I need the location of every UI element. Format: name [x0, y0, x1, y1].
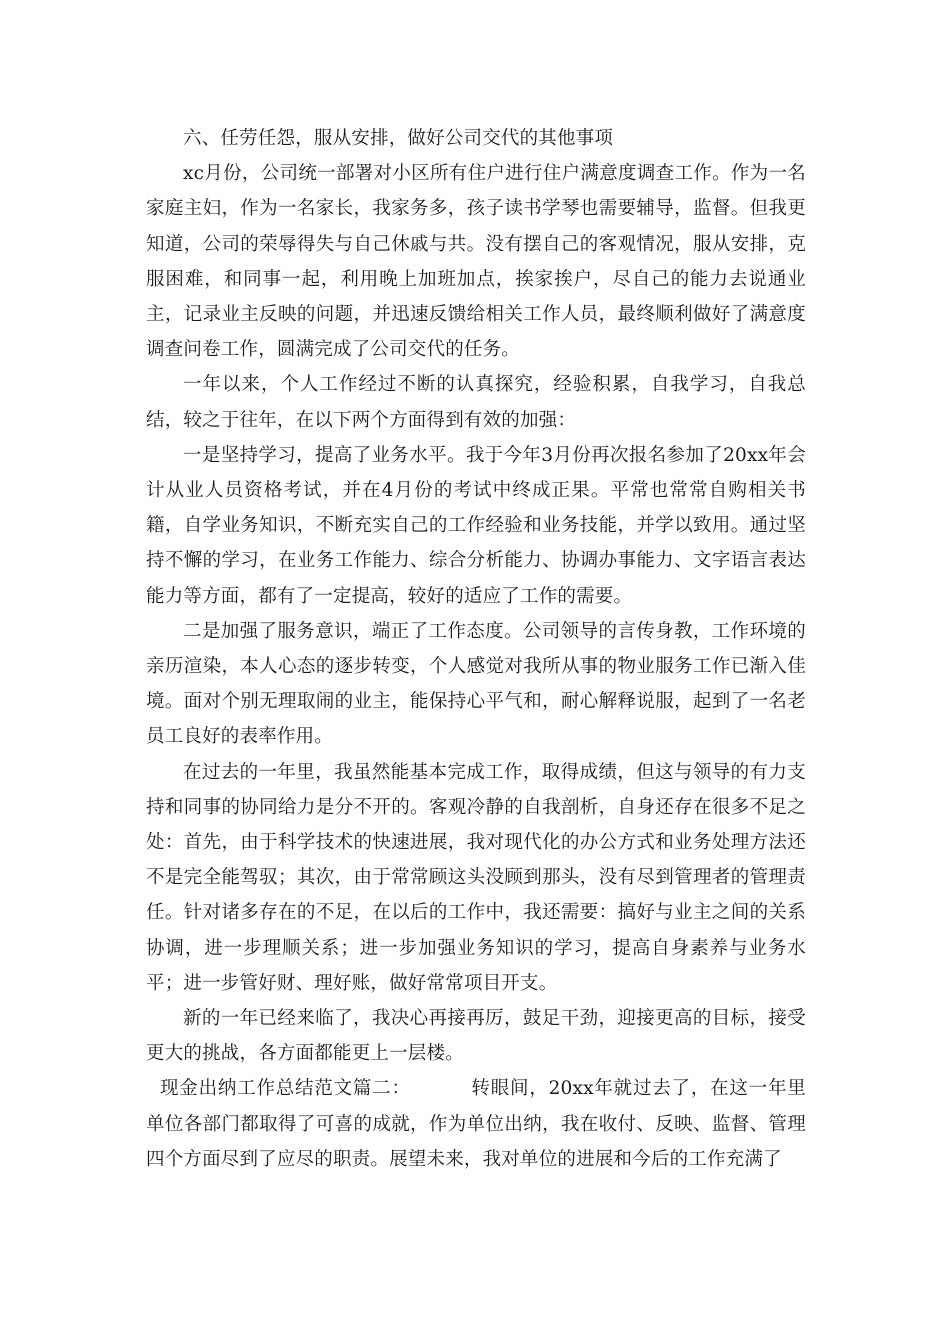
paragraph-item-6-heading: 六、任劳任怨，服从安排，做好公司交代的其他事项 [183, 128, 614, 149]
section-heading: 现金出纳工作总结范文篇二： [160, 1078, 411, 1100]
paragraph-study: 一是坚持学习，提高了业务水平。我于今年3月份再次报名参加了20xx年会计从业人员资格考试，并在4月份的考试中终成正果。平常也常常自购相关书籍，自学业务知识，不断充实自己的工作经验和业务技能，并学以致用。通过坚持不懈的学习，在业务工作能力、综合分析能力、协调办事能力、文字语言表达能力等方面，都有了一定提高，较好的适应了工作的需要。 [146, 444, 806, 607]
document-body [146, 121, 806, 1177]
paragraph-service: 二是加强了服务意识，端正了工作态度。公司领导的言传身教，工作环境的亲历渲染，本人心态的逐步转变，个人感觉对我所从事的物业服务工作已渐入佳境。面对个别无理取闹的业主，能保持心平气和，耐心解释说服，起到了一名老员工良好的表率作用。 [146, 620, 806, 748]
paragraph-new-year: 新的一年已经来临了，我决心再接再厉，鼓足干劲，迎接更高的目标，接受更大的挑战，各方面都能更上一层楼。 [146, 1008, 806, 1065]
section-two [146, 1071, 806, 1177]
section-text: 转眼间，20xx年就过去了，在这一年里单位各部门都取得了可喜的成就，作为单位出纳，我在收付、反映、监督、管理四个方面尽到了应尽的职责。展望未来，我对单位的进展和今后的工作充满了 [146, 1078, 806, 1170]
paragraph-year-summary: 一年以来，个人工作经过不断的认真探究，经验积累，自我学习，自我总结，较之于往年，在以下两个方面得到有效的加强： [146, 374, 806, 431]
paragraph-shortcomings: 在过去的一年里，我虽然能基本完成工作，取得成绩，但这与领导的有力支持和同事的协同给力是分不开的。客观冷静的自我剖析，自身还存在很多不足之处：首先，由于科学技术的快速进展，我对现代化的办公方式和业务处理方法还不是完全能驾驭；其次，由于常常顾这头没顾到那头，没有尽到管理者的管理责任。针对诸多存在的不足，在以后的工作中，我还需要：搞好与业主之间的关系协调，进一步理顺关系；进一步加强业务知识的学习，提高自身素养与业务水平；进一步管好财、理好账，做好常常项目开支。 [146, 761, 806, 994]
paragraph-survey-work: xc月份，公司统一部署对小区所有住户进行住户满意度调查工作。作为一名家庭主妇，作为一名家长，我家务多，孩子读书学琴也需要辅导，监督。但我更知道，公司的荣辱得失与自己休戚与共。没有摆自己的客观情况，服从安排，克服困难，和同事一起，利用晚上加班加点，挨家挨户，尽自己的能力去说通业主，记录业主反映的问题，并迅速反馈给相关工作人员，最终顺利做好了满意度调查问卷工作，圆满完成了公司交代的任务。 [146, 163, 806, 361]
